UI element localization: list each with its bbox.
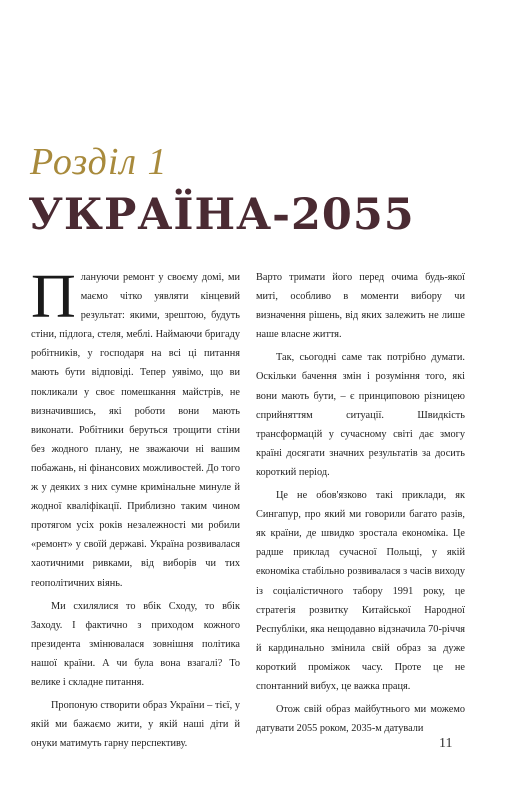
paragraph [31, 263, 240, 593]
paragraph-text: лануючи ремонт у своєму домі, ми маємо чітко уявляти кінцевий результат: якими, зрештою, будуть стіни, підлога, стеля, меблі. Наймаючи бригаду робітників, у господаря на всі ці питання мають бути відповіді. Тепер уявімо, що ви покликали у своє помешкання майстрів, не визначившись, які роботи вони мають виконати. Робітники беруться трощити стіни без жодного плану, не зважаючи ні вашим побажань, ні фінансових можливостей. До того ж у деяких з них сумне кримінальне минуле й жодної кваліфікації. Приблизно таким чином протягом усіх років незалежності ми робили «ремонт» у своїй державі. Україна розвивалася хаотичними ривками, від виборів чи тих геополітичних віянь. [31, 272, 240, 589]
left-column [31, 263, 240, 753]
page-number: 11 [439, 736, 453, 751]
paragraph: Ми схилялися то вбік Сходу, то вбік Заходу. І фактично з приходом кожного президента змінювалася зовнішня політика нашої країни. А чи була вона взагалі? То велике і складне питання. [31, 600, 240, 688]
paragraph: Це не обов'язково такі приклади, як Сингапур, про який ми говорили багато разів, як країни, де швидко зростала економіка. Це радше приклад сучасної Польщі, у якій економіка стабільно розвивалася з часів виходу із соціалістичного табору 1991 року, це стратегія розвитку Китайської Народної Республіки, яка нещодавно відзначила 70-річчя й кардинально змінила свій образ за дуже короткий проміжок часу. Проте це не спонтанний вибух, це важка праця. [256, 490, 465, 692]
drop-cap: П [31, 263, 76, 331]
paragraph: Так, сьогодні саме так потрібно думати. Оскільки бачення змін і розуміння того, які вони мають бути, – є принциповою різницею сприйняттям ситуації. Швидкість трансформацій у сучасному світі дає змогу країні досягати значних результатів за досить короткий період. [256, 352, 465, 478]
paragraph: Варто тримати його перед очима будь-якої миті, особливо в моменти вибору чи визначення рішень, від яких залежить не лише наше власне життя. [256, 272, 465, 341]
paragraph: Пропоную створити образ України – тієї, у якій ми бажаємо жити, у якій наші діти й онуки матимуть гарну перспективу. [31, 700, 240, 750]
chapter-kicker: Розділ 1 [30, 141, 168, 183]
chapter-title: УКРАЇНА-2055 [28, 190, 415, 240]
right-column [256, 268, 465, 738]
paragraph: Отож свій образ майбутнього ми можемо датувати 2055 роком, 2035-м датували [256, 704, 465, 735]
